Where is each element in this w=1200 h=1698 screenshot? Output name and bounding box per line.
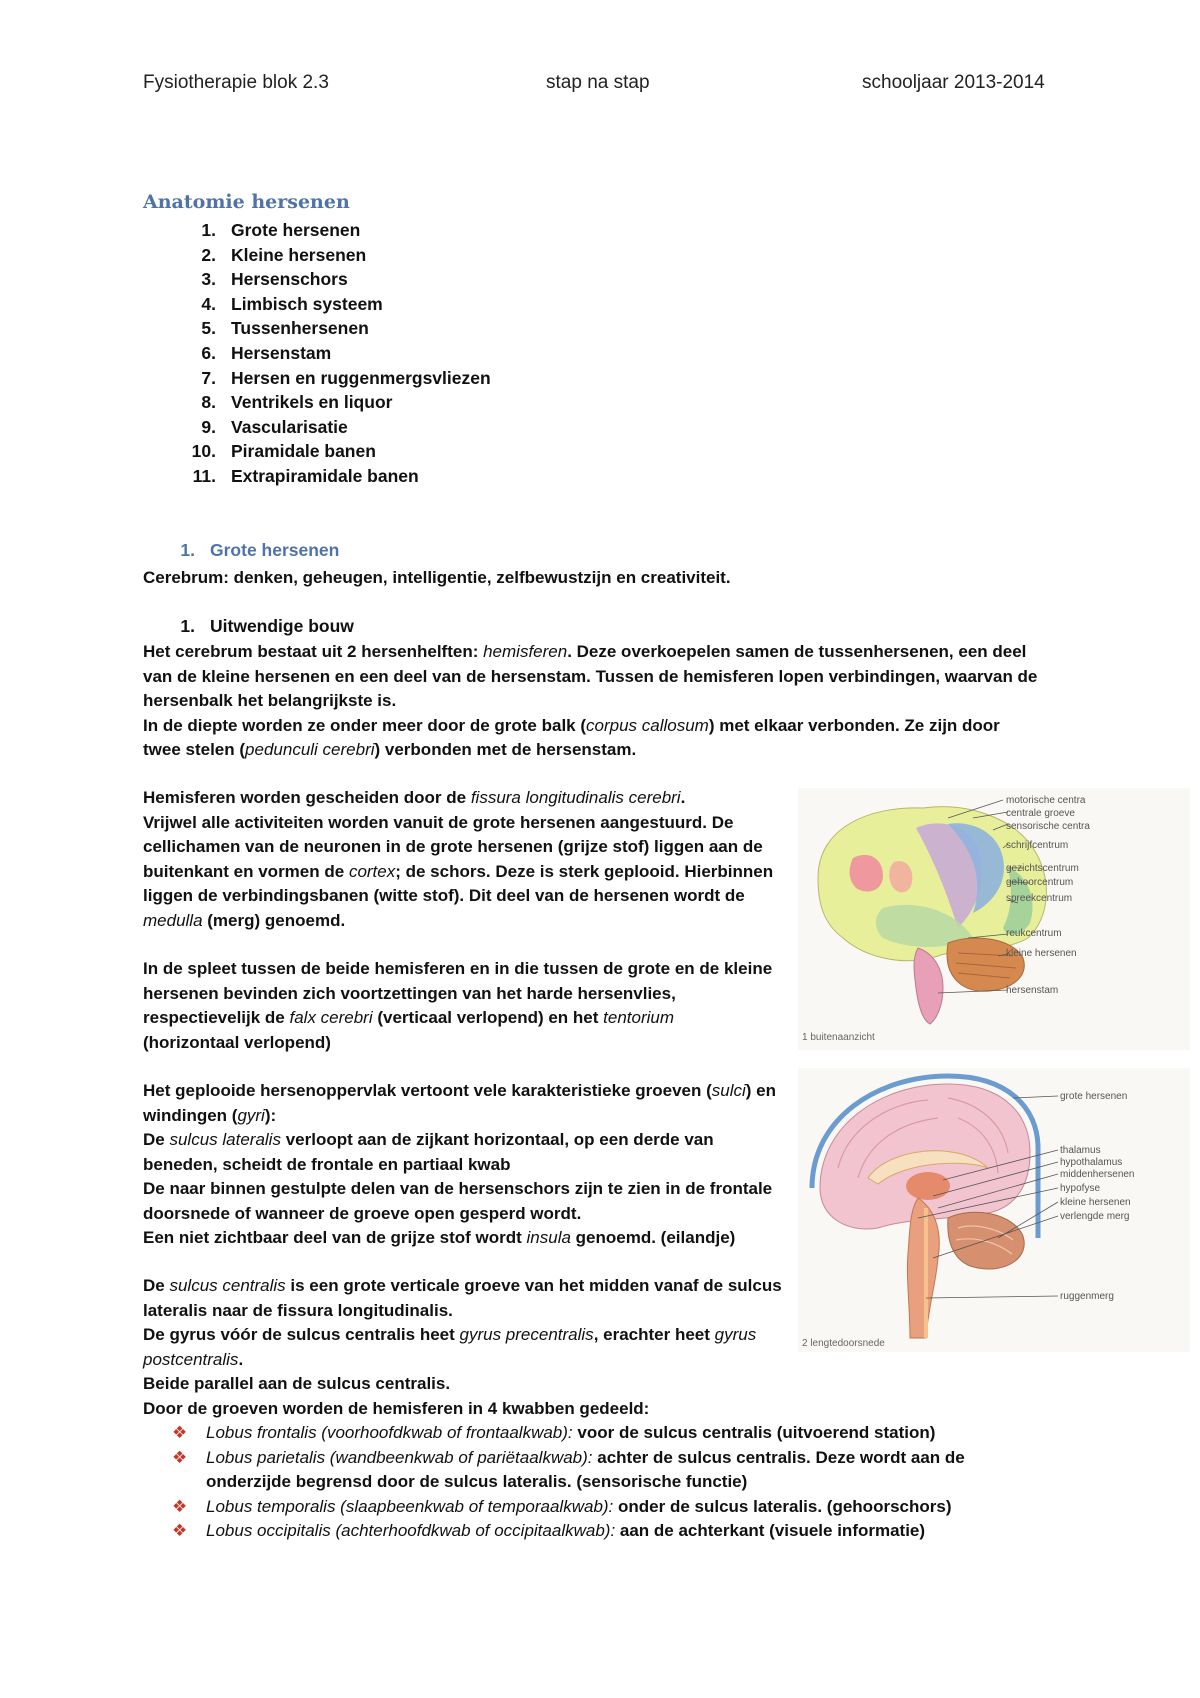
brain-outside-illustration <box>798 788 1190 1050</box>
list-item: 4. Limbisch systeem <box>201 293 383 314</box>
paragraph: Het geplooide hersenoppervlak vertoont vele karakteristieke groeven (sulci) en windingen (gyri): De sulcus lateralis verloopt aan de zijkant horizontaal, op een derde van beneden, scheidt de frontale en partiaal kwab De naar binnen gestulpte delen van de hersenschors zijn te zien in de frontale doorsnede of wanneer de groeve open gesperd wordt. Een niet zichtbaar deel van de grijze stof wordt insula genoemd. (eilandje) <box>143 1081 777 1247</box>
list-item: 1. Grote hersenen <box>201 220 361 240</box>
list-item: ❖ Lobus temporalis (slaapbeenkwab of temporaalkwab): onder de sulcus lateralis. (gehoorschors) <box>172 1495 1052 1520</box>
diamond-bullet-icon: ❖ <box>172 1447 188 1467</box>
list-item: 2. Kleine hersenen <box>201 244 367 265</box>
list-item: 3. Hersenschors <box>201 269 348 290</box>
lobes-list <box>172 1421 1052 1544</box>
figure-label: gezichtscentrum <box>1006 863 1079 874</box>
figure-label: ruggenmerg <box>1060 1291 1114 1302</box>
list-item: 10. Piramidale banen <box>191 441 376 462</box>
list-item: 11. Extrapiramidale banen <box>192 465 419 486</box>
diamond-bullet-icon: ❖ <box>172 1496 188 1516</box>
figure-label: spreekcentrum <box>1006 893 1073 904</box>
figure-caption: 1 buitenaanzicht <box>802 1032 875 1043</box>
figure-brain-outside <box>798 788 1190 1055</box>
figure-label: centrale groeve <box>1006 808 1075 819</box>
header-right: schooljaar 2013-2014 <box>862 72 1045 93</box>
figure-label: sensorische centra <box>1006 821 1090 832</box>
figure-label: grote hersenen <box>1060 1091 1128 1102</box>
subsection-heading: 1. Uitwendige bouw <box>180 616 354 636</box>
list-item: 9. Vascularisatie <box>201 416 348 437</box>
figure-label: motorische centra <box>1006 795 1086 806</box>
figure-label: reukcentrum <box>1006 928 1062 939</box>
paragraph: Hemisferen worden gescheiden door de fissura longitudinalis cerebri. Vrijwel alle activiteiten worden vanuit de grote hersenen aangestuurd. De cellichamen van de neuronen in de grote hersenen (grijze stof) liggen aan de buitenkant en vormen de cortex; de schors. Deze is sterk geplooid. Hierbinnen liggen de verbindingsbanen (witte stof). Dit deel van de hersenen wordt de medulla (merg) genoemd. <box>143 788 774 930</box>
list-item: 7. Hersen en ruggenmergsvliezen <box>201 367 491 388</box>
figure-label: kleine hersenen <box>1006 948 1077 959</box>
diamond-bullet-icon: ❖ <box>172 1423 188 1442</box>
brain-section-illustration <box>798 1068 1190 1352</box>
list-item: ❖ Lobus occipitalis (achterhoofdkwab of occipitaalkwab): aan de achterkant (visuele informatie) <box>172 1519 1052 1544</box>
section-heading: 1. Grote hersenen <box>180 540 340 560</box>
list-item: 5. Tussenhersenen <box>201 318 369 339</box>
figure-caption: 2 lengtedoorsnede <box>802 1338 885 1349</box>
section-intro: Cerebrum: denken, geheugen, intelligentie, zelfbewustzijn en creativiteit. <box>143 568 731 587</box>
page-title: Anatomie hersenen <box>143 191 350 213</box>
figure-label: kleine hersenen <box>1060 1197 1131 1208</box>
paragraph: De sulcus centralis is een grote verticale groeve van het midden vanaf de sulcus lateralis naar de fissura longitudinalis. De gyrus vóór de sulcus centralis heet gyrus precentralis, erachter heet gyrus postcentralis. Beide parallel aan de sulcus centralis. Door de groeven worden de hemisferen in 4 kwabben gedeeld: <box>143 1276 782 1418</box>
figure-label: hersenstam <box>1006 985 1059 996</box>
figure-label: hypofyse <box>1060 1183 1101 1194</box>
figure-label: schrijfcentrum <box>1006 840 1069 851</box>
figure-brain-section <box>798 1068 1190 1357</box>
figure-label: middenhersenen <box>1060 1169 1135 1180</box>
paragraph: Het cerebrum bestaat uit 2 hersenhelften: hemisferen. Deze overkoepelen samen de tussenhersenen, een deel van de kleine hersenen en een deel van de hersenstam. Tussen de hemisferen lopen verbindingen, waarvan de hersenbalk het belangrijkste is. In de diepte worden ze onder meer door de grote balk (corpus callosum) met elkaar verbonden. Ze zijn door twee stelen (pedunculi cerebri) verbonden met de hersenstam. <box>143 642 1038 759</box>
figure-label: hypothalamus <box>1060 1157 1123 1168</box>
list-item: ❖ Lobus parietalis (wandbeenkwab of pariëtaalkwab): achter de sulcus centralis. Deze wordt aan de onderzijde begrensd door de sulcus lateralis. (sensorische functie) <box>172 1447 965 1491</box>
list-item: ❖ Lobus frontalis (voorhoofdkwab of frontaalkwab): voor de sulcus centralis (uitvoerend station) <box>172 1421 1052 1446</box>
figure-label: verlengde merg <box>1060 1211 1130 1222</box>
paragraph: In de spleet tussen de beide hemisferen en in die tussen de grote en de kleine hersenen bevinden zich voortzettingen van het harde hersenvlies, respectievelijk de falx cerebri (verticaal verlopend) en het tentorium (horizontaal verlopend) <box>143 959 773 1052</box>
header-left: Fysiotherapie blok 2.3 <box>143 72 329 93</box>
toc-list <box>143 218 491 489</box>
list-item: 8. Ventrikels en liquor <box>201 392 393 413</box>
list-item: 6. Hersenstam <box>201 342 332 363</box>
diamond-bullet-icon: ❖ <box>172 1521 188 1540</box>
figure-label: thalamus <box>1060 1145 1101 1156</box>
header-center: stap na stap <box>546 72 650 93</box>
figure-label: gehoorcentrum <box>1006 877 1074 888</box>
